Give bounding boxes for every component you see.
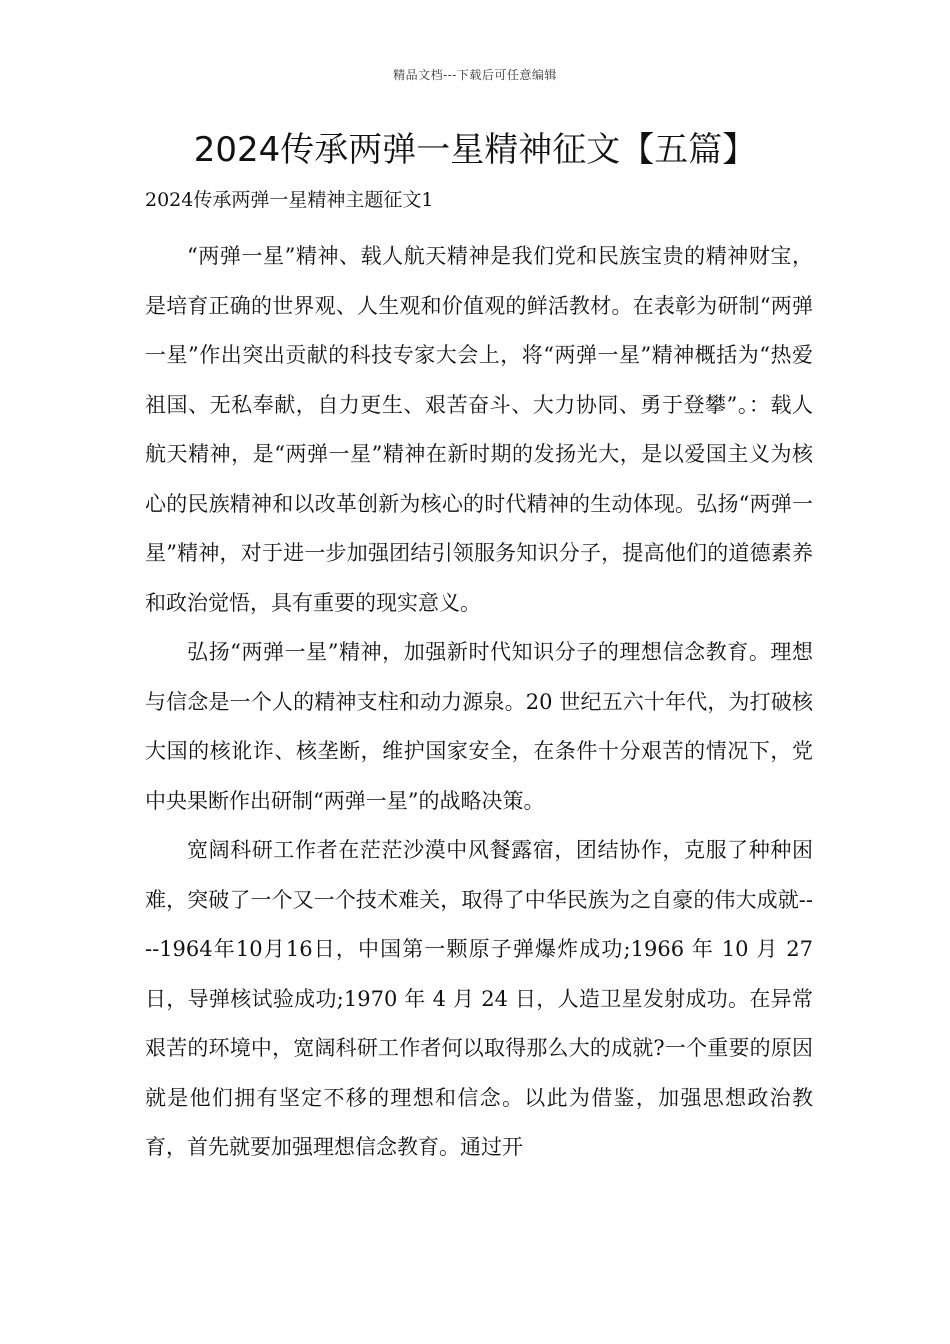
paragraph: 宽阔科研工作者在茫茫沙漠中风餐露宿，团结协作，克服了种种困难，突破了一个又一个技术难关，取得了中华民族为之自豪的伟大成就----1964年10月16日，中国第一颗原子弹爆炸成功;1966 年 10 月 27 日，导弹核试验成功;1970 年 4 月 24 日，人造卫星发射成功。在异常艰苦的环境中，宽阔科研工作者何以取得那么大的成就?一个重要的原因就是他们拥有坚定不移的理想和信念。以此为借鉴，加强思想政治教育，首先就要加强理想信念教育。通过开: [145, 838, 813, 1159]
paragraph: 弘扬“两弹一星”精神，加强新时代知识分子的理想信念教育。理想与信念是一个人的精神支柱和动力源泉。20 世纪五六十年代，为打破核大国的核讹诈、核垄断，维护国家安全，在条件十分艰苦的情况下，党中央果断作出研制“两弹一星”的战略决策。: [145, 640, 813, 813]
header-note: 精品文档---下载后可任意编辑: [393, 68, 557, 82]
paragraph: “两弹一星”精神、载人航天精神是我们党和民族宝贵的精神财宝，是培育正确的世界观、人生观和价值观的鲜活教材。在表彰为研制“两弹一星”作出突出贡献的科技专家大会上，将“两弹一星”精神概括为“热爱祖国、无私奉献，自力更生、艰苦奋斗、大力协同、勇于登攀”。：载人航天精神，是“两弹一星”精神在新时期的发扬光大，是以爱国主义为核心的民族精神和以改革创新为核心的时代精神的生动体现。弘扬“两弹一星”精神，对于进一步加强团结引领服务知识分子，提高他们的道德素养和政治觉悟，具有重要的现实意义。: [145, 244, 813, 615]
section-subtitle: 2024传承两弹一星精神主题征文1: [145, 189, 434, 211]
body-text: [145, 232, 813, 1173]
document-title: 2024传承两弹一星精神征文【五篇】: [193, 130, 757, 170]
